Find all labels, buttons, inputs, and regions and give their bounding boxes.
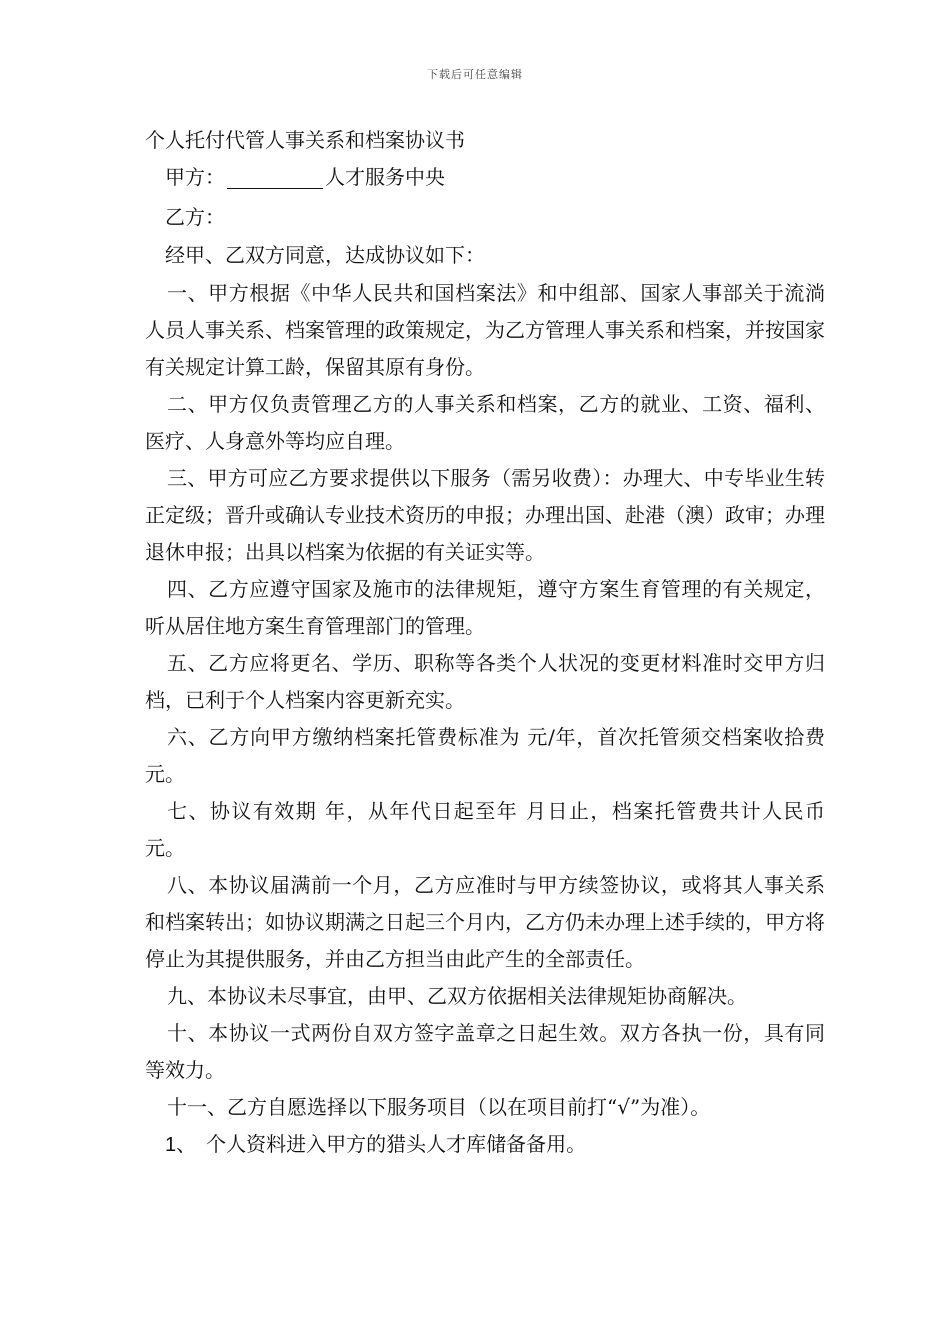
clause: 九、本协议未尽事宜，由甲、乙双方依据相关法律规矩协商解决。: [167, 984, 747, 1008]
header-note: 下载后可任意编辑: [427, 68, 523, 81]
agreement-document: [145, 122, 825, 1163]
clause: 四、乙方应遵守国家及施市的法律规矩，遵守方案生育管理的有关规定，听从居住地方案生育管理部门的管理。: [145, 577, 825, 638]
party-a-line: [145, 159, 825, 195]
clauses: [145, 275, 825, 1126]
party-a-blank: [227, 166, 323, 189]
party-b-label: 乙方：: [165, 205, 225, 229]
clause: 六、乙方向甲方缴纳档案托管费标准为 元/年，首次托管须交档案收拾费 元。: [145, 725, 825, 786]
clause: 十、本协议一式两份自双方签字盖章之日起生效。双方各执一份，具有同等效力。: [145, 1021, 825, 1082]
clause: 三、甲方可应乙方要求提供以下服务（需另收费）：办理大、中专毕业生转正定级；晋升或确认专业技术资历的申报；办理出国、赴港（澳）政审；办理退休申报；出具以档案为依据的有关证实等。: [145, 466, 825, 564]
party-a-suffix: 人才服务中央: [325, 165, 445, 189]
party-a-label: 甲方：: [165, 165, 225, 189]
intro-line: 经甲、乙双方同意，达成协议如下：: [165, 243, 485, 267]
clause: 二、甲方仅负责管理乙方的人事关系和档案，乙方的就业、工资、福利、医疗、人身意外等均应自理。: [145, 392, 825, 453]
clause: 一、甲方根据《中华人民共和国档案法》和中组部、国家人事部关于流淌人员人事关系、档案管理的政策规定，为乙方管理人事关系和档案，并按国家有关规定计算工龄，保留其原有身份。: [145, 281, 825, 379]
clause: 八、本协议届满前一个月，乙方应准时与甲方续签协议，或将其人事关系和档案转出；如协议期满之日起三个月内，乙方仍未办理上述手续的，甲方将停止为其提供服务，并由乙方担当由此产生的全部责任。: [145, 873, 825, 971]
document-title: 个人托付代管人事关系和档案协议书: [145, 128, 465, 152]
service-item-number: 1、: [165, 1134, 197, 1156]
service-item: [145, 1126, 825, 1163]
clause: 五、乙方应将更名、学历、职称等各类个人状况的变更材料准时交甲方归档，已利于个人档案内容更新充实。: [145, 651, 825, 712]
party-b-line: [145, 199, 825, 235]
clause: 七、协议有效期 年，从年代日起至年 月日止，档案托管费共计人民币 元。: [145, 799, 825, 860]
service-item-text: 个人资料进入甲方的猎头人才库储备备用。: [206, 1132, 587, 1156]
clause: 十一、乙方自愿选择以下服务项目（以在项目前打“√”为准）。: [167, 1095, 711, 1119]
